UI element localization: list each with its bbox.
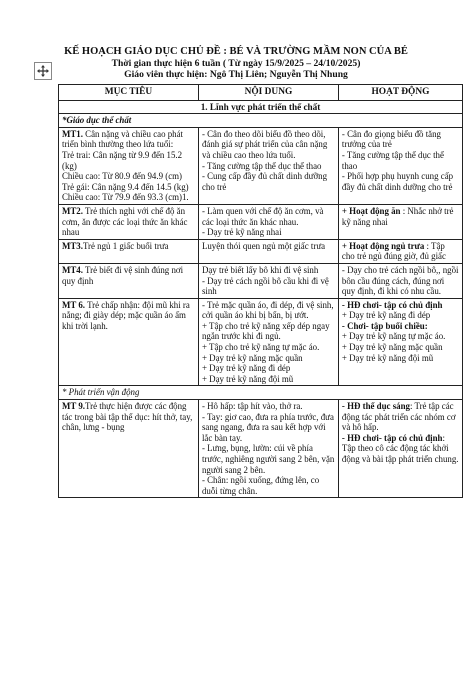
mt-text: Cân nặng và chiều cao phát triển bình thường theo lứa tuổi: Trẻ trai: Cân nặng từ 9.9 đến 15.2 (kg) Chiều cao: Từ 80.9 đến 94.9 (cm) Trẻ gái: Cân nặng 9.4 đến 14.5 (kg) Chiều cao: Từ 79.9 đến 93.3 (cm)1. <box>62 128 189 203</box>
cell-hoat-dong: - Cân đo giọng biểu đồ tăng trưởng của trẻ - Tăng cường tập thể dục thể thao - Phối hợp phụ huynh cung cấp đầy đủ chất dinh dưỡng cho trẻ <box>338 127 462 204</box>
cell-noi-dung: Luyện thói quen ngủ một giấc trưa <box>198 239 338 263</box>
section-row <box>59 100 463 114</box>
cell-muc-tieu <box>59 298 199 386</box>
activity-label: - HĐ chơi- tập có chủ định <box>341 299 443 310</box>
table-row <box>59 400 463 498</box>
activity-text-2: : Tập theo cô các động tác khởi động và bài tập phát triển chung. <box>341 432 459 464</box>
mt-text: Trẻ thích nghi với chế độ ăn cơm, ăn được các loại thức ăn khác nhau <box>62 205 188 238</box>
col-header-hoat-dong: HOẠT ĐỘNG <box>338 85 462 101</box>
cell-noi-dung: - Làm quen với chế độ ăn cơm, và các loại thức ăn khác nhau. - Dạy trẻ kỹ năng nhai <box>198 204 338 239</box>
cell-muc-tieu <box>59 400 199 498</box>
cell-muc-tieu <box>59 127 199 204</box>
table-row <box>59 204 463 239</box>
activity-label-2: - HĐ chơi- tập có chủ định <box>341 432 443 443</box>
mt-code: MT 9. <box>62 401 86 412</box>
activity-text: + Dạy trẻ kỹ năng đi dép <box>341 310 431 321</box>
subsection-row <box>59 114 463 128</box>
cell-noi-dung: - Hô hấp: tập hít vào, thở ra. - Tay: giơ cao, đưa ra phía trước, đưa sang ngang, đưa ra sau kết hợp với lắc bàn tay. - Lưng, bụng, lườn: cúi về phía trước, nghiêng người sang 2 bên, vặn người sang 2 bên. - Chân: ngồi xuống, đứng lên, co duỗi từng chân. <box>198 400 338 498</box>
table-row <box>59 239 463 263</box>
subsection-row <box>59 386 463 400</box>
mt-text: Trẻ biết đi vệ sinh đúng nơi quy định <box>62 264 184 286</box>
document-teachers: Giáo viên thực hiện: Ngô Thị Liên; Nguyễn Thị Nhung <box>124 69 348 80</box>
activity-label: + Hoạt động ăn <box>341 205 401 216</box>
document-title: KẾ HOẠCH GIÁO DỤC CHỦ ĐỀ : BÉ VÀ TRƯỜNG MẦM NON CỦA BÉ <box>64 46 408 57</box>
cell-hoat-dong <box>338 298 462 386</box>
activity-text: : Nhắc nhở trẻ kỹ năng nhai <box>341 205 454 227</box>
plan-table <box>58 84 463 498</box>
mt-code: MT2. <box>62 205 83 216</box>
mt-code: MT4. <box>62 264 83 275</box>
table-row <box>59 127 463 204</box>
table-row <box>59 298 463 386</box>
table-header-row <box>59 85 463 101</box>
cell-muc-tieu <box>59 263 199 298</box>
cell-hoat-dong: - Dạy cho trẻ cách ngồi bô,, ngồi bôn cầu đúng cách, đúng nơi quy định, đi khi có nhu cầu. <box>338 263 462 298</box>
cell-hoat-dong <box>338 400 462 498</box>
subsection-title: * Phát triển vận động <box>59 386 463 400</box>
cell-hoat-dong <box>338 239 462 263</box>
mt-code: MT3. <box>62 240 83 251</box>
cell-noi-dung: - Cân đo theo dõi biểu đồ theo dõi, đánh giá sự phát triển của cân nặng và chiều cao theo lứa tuổi. - Tăng cường tập thể dục thể thao - Cung cấp đầy đủ chất dinh dưỡng cho trẻ <box>198 127 338 204</box>
cell-hoat-dong <box>338 204 462 239</box>
col-header-muc-tieu: MỤC TIÊU <box>59 85 199 101</box>
activity-label: - HĐ thể dục sáng <box>341 401 410 412</box>
mt-text: Trẻ ngủ 1 giấc buổi trưa <box>82 240 169 251</box>
mt-code: MT 6. <box>62 299 86 310</box>
activity-text: : Trẻ tập các động tác phát triển các nhóm cơ và hô hấp. <box>341 401 456 433</box>
activity-label: + Hoạt động ngủ trưa <box>341 240 425 251</box>
mt-text: Trẻ thực hiện được các động tác trong bài tập thể dục: hít thở, tay, chân, lưng - bụng <box>62 401 193 433</box>
cell-noi-dung: Dạy trẻ biết lấy bô khi đi vệ sinh - Dạy trẻ cách ngồi bô cầu khi đi vệ sinh <box>198 263 338 298</box>
mt-text: Trẻ chấp nhận: đội mũ khi ra nắng; đi giày dép; mặc quần áo ấm khi trời lạnh. <box>62 299 190 331</box>
activity-text: : Tập cho trẻ ngủ đúng giờ, đủ giấc <box>341 240 446 262</box>
col-header-noi-dung: NỘI DUNG <box>198 85 338 101</box>
mt-code: MT1. <box>62 128 83 139</box>
cell-noi-dung: - Trẻ mặc quần áo, đi dép, đi vệ sinh, cởi quần áo khi bị bẩn, bị ướt. + Tập cho trẻ kỹ năng xếp dép ngay ngắn trước khi đi ngủ. + Tập cho trẻ kỹ năng tự mặc áo. + Dạy trẻ kỹ năng mặc quần + Dạy trẻ kỹ năng đi dép + Dạy trẻ kỹ năng đội mũ <box>198 298 338 386</box>
document-header <box>0 46 472 81</box>
activity-text-2: + Dạy trẻ kỹ năng tự mặc áo. + Dạy trẻ kỹ năng mặc quần + Dạy trẻ kỹ năng đội mũ <box>341 331 446 363</box>
cell-muc-tieu <box>59 204 199 239</box>
table-row <box>59 263 463 298</box>
document-time-range: Thời gian thực hiện 6 tuần ( Từ ngày 15/9/2025 – 24/10/2025) <box>111 57 361 69</box>
cell-muc-tieu <box>59 239 199 263</box>
activity-label-2: - Chơi- tập buổi chiều: <box>341 320 428 331</box>
subsection-title: *Giáo dục thể chất <box>59 114 463 128</box>
section-title: 1. Lĩnh vực phát triển thể chất <box>59 100 463 114</box>
